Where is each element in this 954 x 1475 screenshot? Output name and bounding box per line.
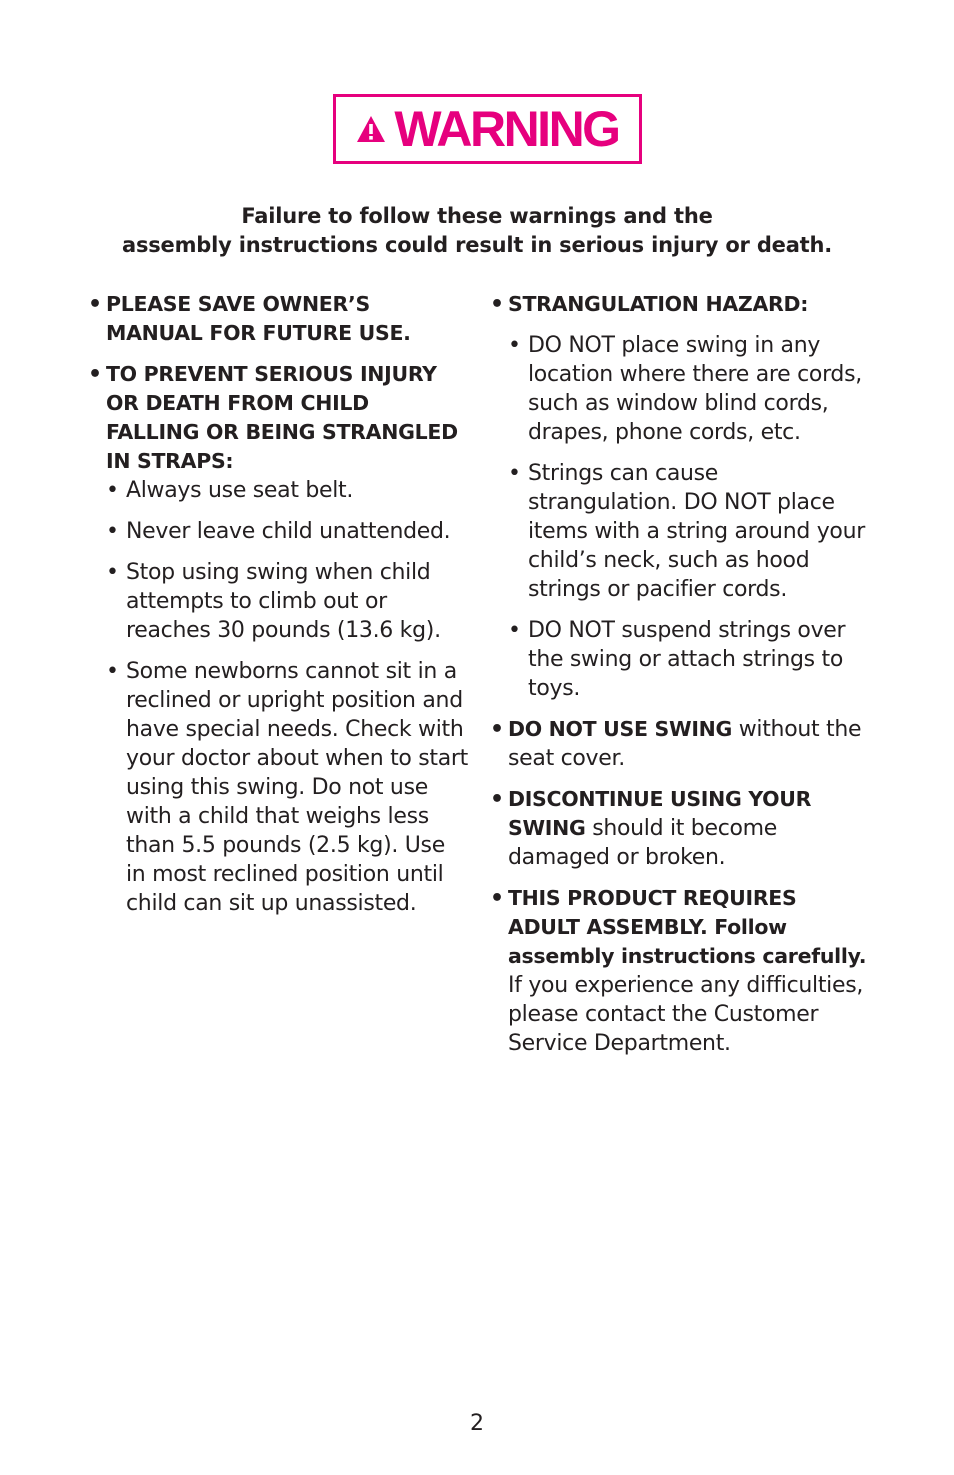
discontinue-text: should it become damaged or broken. [508,816,778,870]
warning-banner [333,94,642,164]
page-number: 2 [470,1411,484,1436]
discontinue-heading: DISCONTINUE USING YOUR SWING [508,787,812,840]
save-manual-heading: PLEASE SAVE OWNER’S MANUAL FOR FUTURE USE. [106,292,411,345]
list-item: • Never leave child unattended. [106,517,468,546]
prevent-injury-heading: TO PREVENT SERIOUS INJURY OR DEATH FROM CHILD FALLING OR BEING STRANGLED IN STRAPS: [106,362,458,473]
list-item: • DO NOT place swing in any location where there are cords, such as window blind cords, drapes, phone cords, etc. [508,331,870,447]
seat-cover-text: without the seat cover. [508,717,862,771]
left-column [88,290,468,930]
warning-triangle-icon [356,115,386,143]
intro-line-2: assembly instructions could result in serious injury or death. [121,233,833,257]
right-column [490,290,870,1070]
assembly-heading: THIS PRODUCT REQUIRES ADULT ASSEMBLY. Follow assembly instructions carefully. [508,886,867,968]
intro-statement [0,202,954,260]
seat-cover-heading: DO NOT USE SWING [508,717,733,741]
list-item: • Always use seat belt. [106,476,468,505]
list-item: • Strings can cause strangulation. DO NOT place items with a string around your child’s neck, such as hood strings or pacifier cords. [508,459,870,604]
prevent-injury-warning [88,360,468,476]
warning-title: WARNING [394,101,619,157]
assembly-text: If you experience any difficulties, please contact the Customer Service Department. [508,973,864,1056]
intro-line-1: Failure to follow these warnings and the [241,204,713,228]
strangulation-heading: STRANGULATION HAZARD: [508,292,809,316]
save-manual-warning [88,290,468,348]
list-item: • Some newborns cannot sit in a reclined or upright position and have special needs. Check with your doctor about when to start using this swing. Do not use with a child that weighs less than 5.5 pounds (2.5 kg). Use in most reclined position until child can sit up unassisted. [106,657,468,918]
seat-cover-warning [490,715,870,773]
list-item: • Stop using swing when child attempts to climb out or reaches 30 pounds (13.6 kg). [106,558,468,645]
discontinue-warning [490,785,870,872]
assembly-warning [490,884,870,1058]
list-item: • DO NOT suspend strings over the swing or attach strings to toys. [508,616,870,703]
strangulation-warning [490,290,870,319]
